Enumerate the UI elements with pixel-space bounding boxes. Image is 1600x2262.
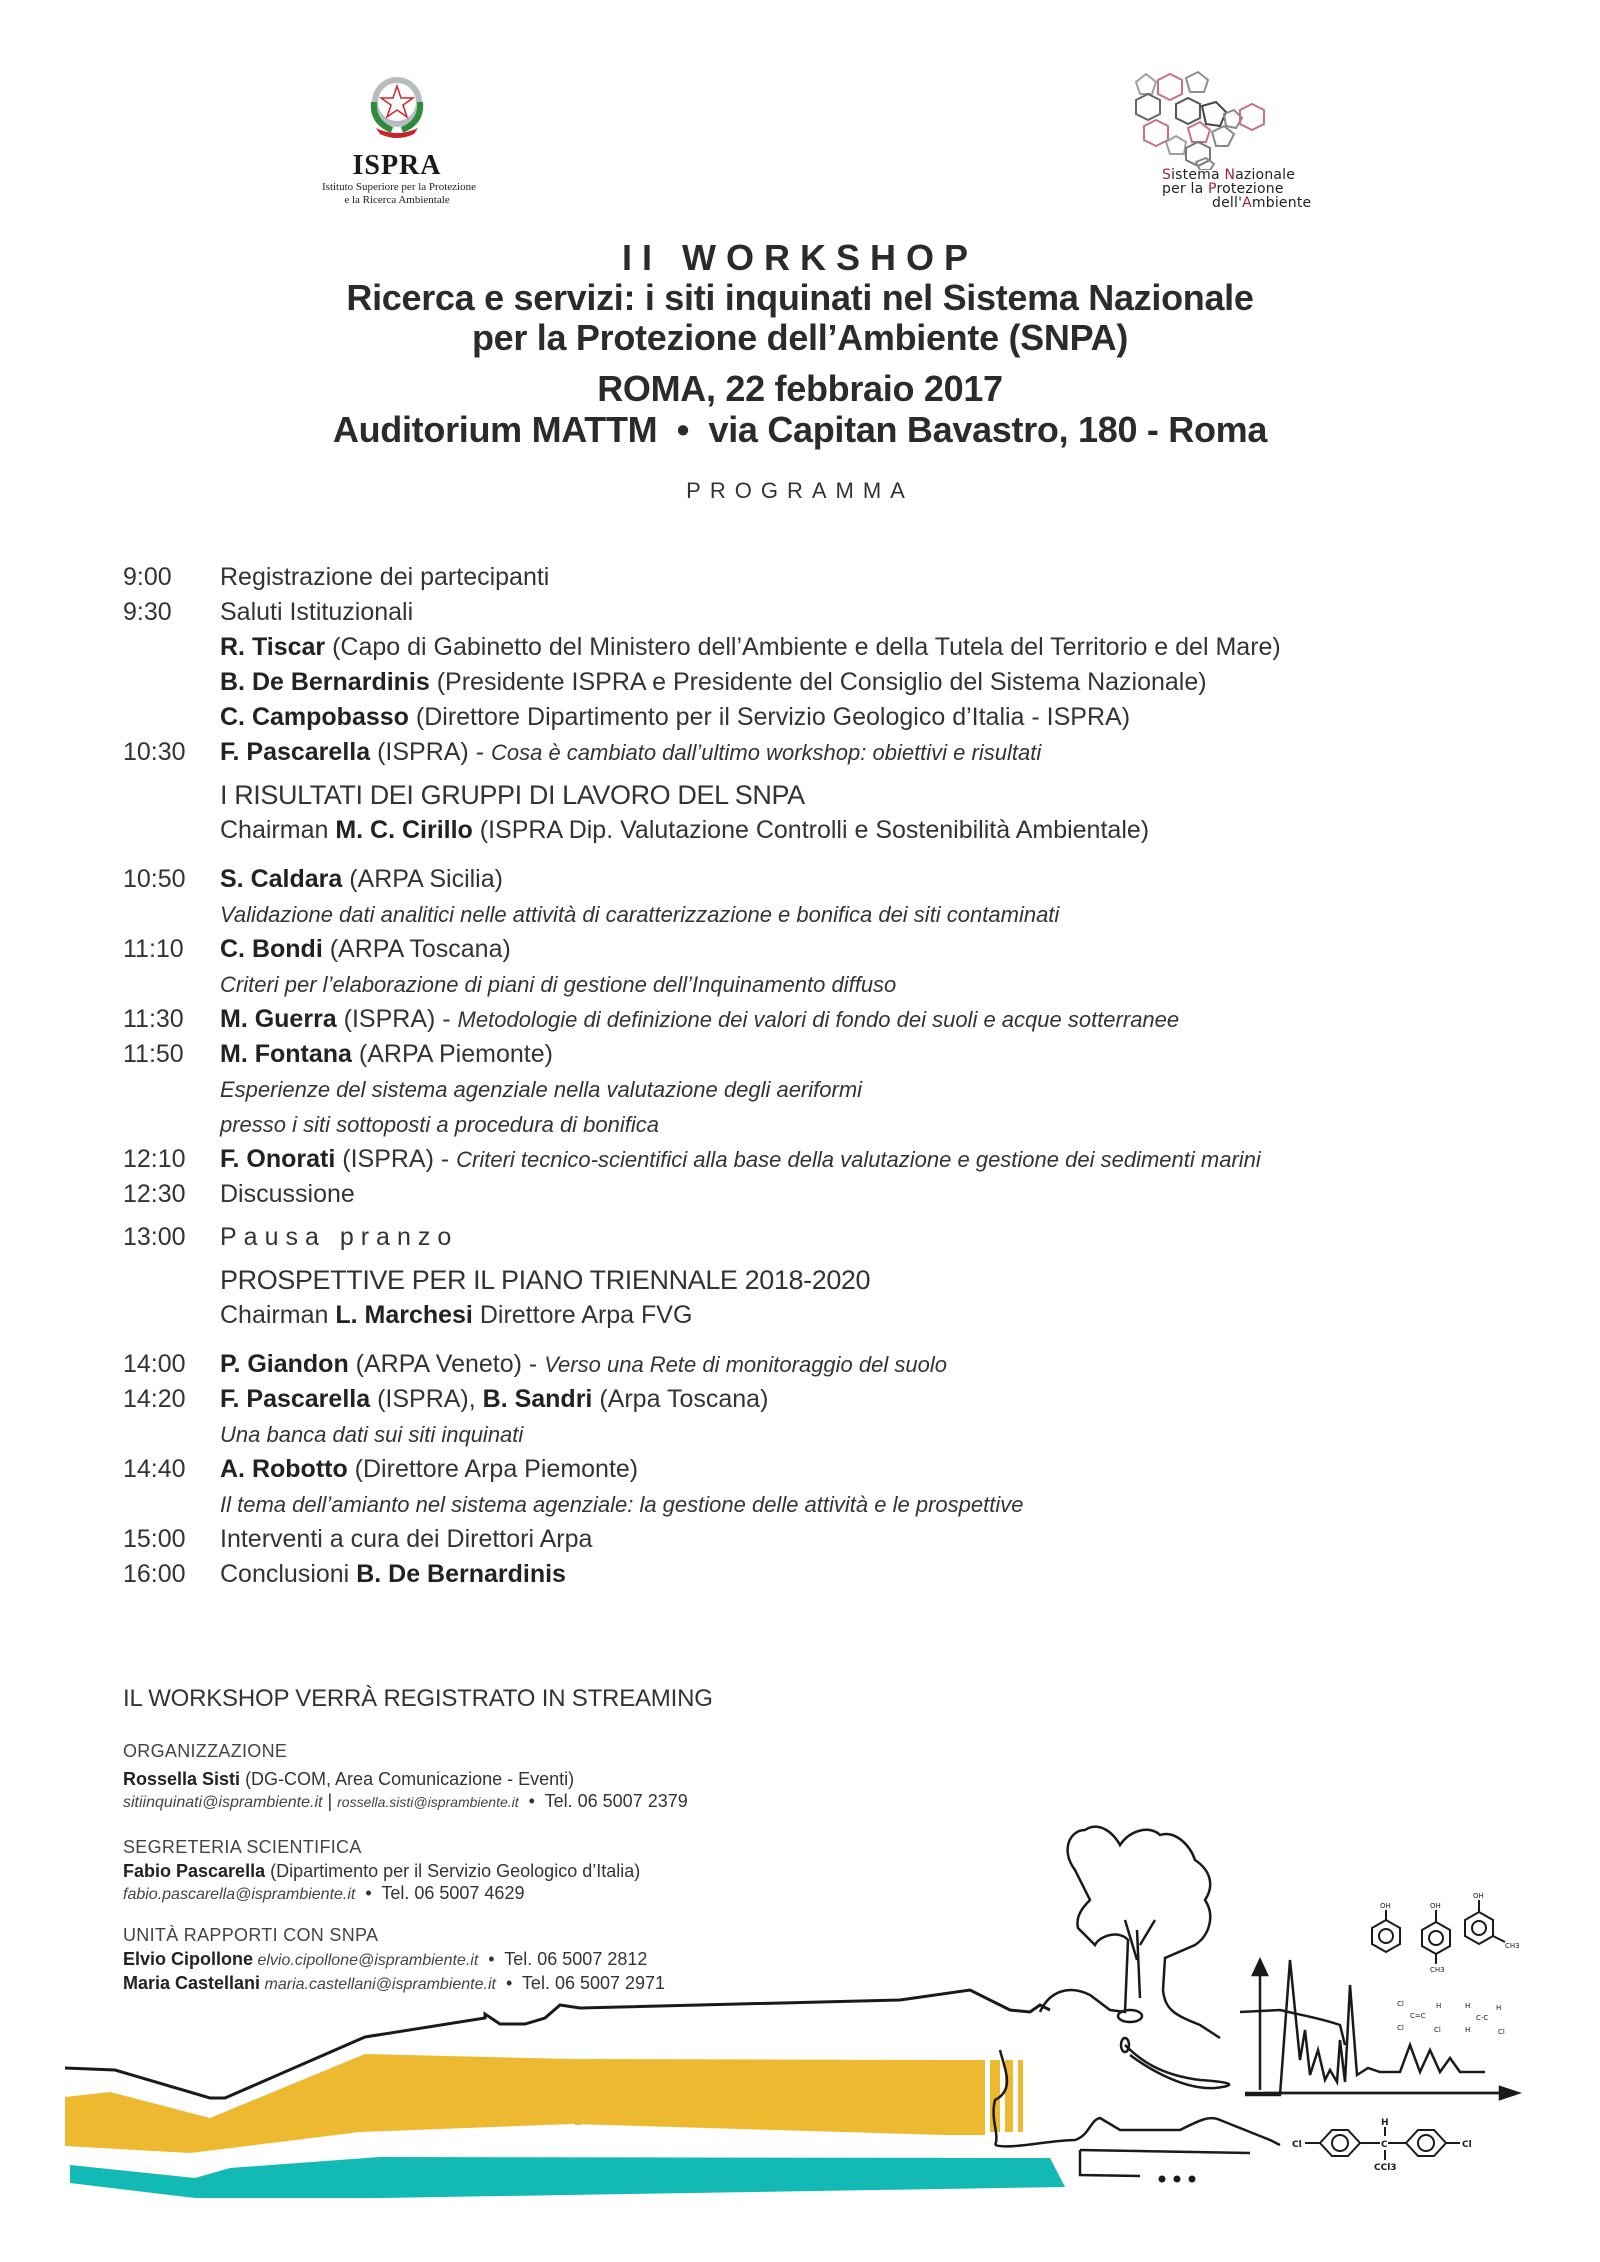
ispra-subtitle-line2: e la Ricerca Ambientale — [344, 194, 450, 206]
chem-label: CH3 — [1430, 1966, 1445, 1974]
schedule-row — [123, 735, 1503, 770]
chem-label: H — [1436, 2002, 1442, 2010]
chem-label: Cl — [1397, 2024, 1404, 2032]
item-text: Interventi a cura dei Direttori Arpa — [220, 1525, 593, 1553]
time: 12:10 — [123, 1145, 186, 1173]
segreteria-label: SEGRETERIA SCIENTIFICA — [123, 1837, 362, 1857]
ispra-subtitle-line1: Istituto Superiore per la Protezione — [322, 181, 476, 193]
talk-topic: Il tema dell’amianto nel sistema agenziale: la gestione delle attività e le prospettive — [220, 1492, 1024, 1517]
section-heading-row — [123, 778, 1503, 813]
chem-label: H — [1465, 2002, 1471, 2010]
yellow-band-shape — [65, 2054, 572, 2153]
speaker-affil: (ISPRA) - — [370, 738, 491, 766]
ellipsis-dot — [1159, 2176, 1166, 2183]
speaker-name: M. Guerra — [220, 1005, 337, 1033]
talk-topic: Cosa è cambiato dall’ultimo workshop: obiettivi e risultati — [490, 740, 1042, 765]
schedule-row — [123, 1452, 1503, 1487]
phone-number: • Tel. 06 5007 2812 — [478, 1949, 648, 1969]
chem-label: OH — [1473, 1892, 1484, 1900]
speaker-name-2: B. Sandri — [482, 1385, 593, 1413]
schedule-row — [123, 1220, 1503, 1255]
event-date: ROMA, 22 febbraio 2017 — [597, 368, 1003, 409]
chairman-label: Chairman — [220, 816, 336, 844]
schedule-row — [123, 1557, 1503, 1592]
speaker-affil: (Direttore Arpa Piemonte) — [347, 1455, 639, 1483]
teal-band-shape — [70, 2157, 1065, 2198]
speaker-name: R. Tiscar — [220, 633, 326, 661]
event-title-line1: Ricerca e servizi: i siti inquinati nel Sistema Nazionale — [346, 277, 1254, 318]
schedule-row — [123, 665, 1503, 700]
speaker-role: (Presidente ISPRA e Presidente del Consiglio del Sistema Nazionale) — [429, 668, 1207, 696]
lunch-break: Pausa pranzo — [220, 1223, 459, 1251]
chem-label: C-C — [1476, 2014, 1489, 2022]
time: 14:20 — [123, 1385, 186, 1413]
chem-label: Cl — [1292, 2140, 1302, 2150]
topic-row — [123, 1417, 1503, 1452]
hexagon-network-icon — [1128, 70, 1368, 170]
talk-topic: Validazione dati analitici nelle attività di caratterizzazione e bonifica dei siti contaminati — [220, 902, 1060, 927]
chairman-affil: Direttore Arpa FVG — [472, 1301, 693, 1329]
schedule-row — [123, 1522, 1503, 1557]
speaker-affil: (ARPA Toscana) — [322, 935, 511, 963]
schedule-row — [123, 1002, 1503, 1037]
phone-number: • Tel. 06 5007 2971 — [495, 1973, 666, 1993]
programma-heading: PROGRAMMA — [686, 478, 914, 503]
chem-label: CH3 — [1505, 1942, 1520, 1950]
schedule-row — [123, 862, 1503, 897]
schedule-row — [123, 595, 1503, 630]
phone-number: • Tel. 06 5007 4629 — [355, 1883, 525, 1903]
schedule-row — [123, 1142, 1503, 1177]
chem-label: OH — [1430, 1902, 1441, 1910]
ispra-name: ISPRA — [352, 150, 442, 181]
time: 14:40 — [123, 1455, 186, 1483]
speaker-affil: (ARPA Sicilia) — [342, 865, 503, 893]
ellipsis-dot — [1174, 2176, 1181, 2183]
email-link[interactable]: maria.castellani@isprambiente.it — [260, 1976, 496, 1993]
email-link[interactable]: rossella.sisti@isprambiente.it — [337, 1794, 519, 1810]
speaker-name: M. Fontana — [220, 1040, 352, 1068]
snpa-line3: dell'Ambiente — [1212, 195, 1312, 211]
time: 13:00 — [123, 1223, 186, 1251]
talk-topic: Esperienze del sistema agenziale nella valutazione degli aeriformi — [220, 1077, 863, 1102]
environment-illustration — [0, 1780, 1600, 2262]
chem-label: H — [1465, 2026, 1471, 2034]
chairman-name: M. C. Cirillo — [335, 816, 473, 844]
email-link[interactable]: fabio.pascarella@isprambiente.it — [123, 1886, 356, 1903]
ellipsis-dot — [1189, 2176, 1196, 2183]
organizzazione-label: ORGANIZZAZIONE — [123, 1741, 288, 1761]
time: 11:30 — [123, 1005, 184, 1033]
contact-affil: (Dipartimento per il Servizio Geologico d’Italia) — [265, 1861, 641, 1881]
schedule-row — [123, 1347, 1503, 1382]
schedule-row — [123, 932, 1503, 967]
chem-label: Cl — [1498, 2028, 1505, 2036]
organizzazione-block: ORGANIZZAZIONE Rossella Sisti (DG-COM, Area Comunicazione - Eventi) sitiinquinati@isprambiente.it | rossella.sisti@isprambiente.it • Tel. 06 5007 2379 — [123, 1740, 923, 1814]
schedule-row — [123, 1177, 1503, 1212]
snpa-line1: Sistema Nazionale — [1162, 167, 1296, 183]
ispra-logo — [322, 72, 476, 207]
program-schedule — [123, 560, 1503, 1592]
speaker-role: (Capo di Gabinetto del Ministero dell’Ambiente e della Tutela del Territorio e del Mare) — [325, 633, 1281, 661]
item-text: Registrazione dei partecipanti — [220, 563, 550, 591]
chem-label: H — [1381, 2118, 1389, 2128]
item-text: Saluti Istituzionali — [220, 598, 414, 626]
time: 11:50 — [123, 1040, 184, 1068]
contact-name: Elvio Cipollone — [123, 1949, 254, 1969]
time: 10:30 — [123, 738, 186, 766]
email-link[interactable]: elvio.cipollone@isprambiente.it — [253, 1952, 479, 1969]
chairman-name: L. Marchesi — [335, 1301, 473, 1329]
ispra-subtitle — [322, 181, 476, 207]
chem-label: Cl — [1397, 2000, 1404, 2008]
time: 15:00 — [123, 1525, 186, 1553]
item-text: Discussione — [220, 1180, 355, 1208]
chem-label: C=C — [1410, 2012, 1426, 2020]
section-heading-row — [123, 1263, 1503, 1298]
schedule-row — [123, 1382, 1503, 1417]
talk-topic: Verso una Rete di monitoraggio del suolo — [544, 1352, 947, 1377]
speaker-affil: (ARPA Veneto) - — [348, 1350, 545, 1378]
speaker-name: P. Giandon — [220, 1350, 349, 1378]
speaker-name: C. Bondi — [220, 935, 323, 963]
snpa-name — [1162, 168, 1311, 210]
topic-row — [123, 967, 1503, 1002]
snpa-logo — [1128, 70, 1368, 220]
chairman-affil: (ISPRA Dip. Valutazione Controlli e Sostenibilità Ambientale) — [472, 816, 1150, 844]
chem-label: H — [1496, 2004, 1502, 2012]
time: 14:00 — [123, 1350, 186, 1378]
speaker-affil: (ARPA Piemonte) — [351, 1040, 553, 1068]
talk-topic: Criteri tecnico-scientifici alla base della valutazione e gestione dei sedimenti marini — [456, 1147, 1261, 1172]
topic-row — [123, 1107, 1503, 1142]
speaker-name: B. De Bernardinis — [356, 1560, 566, 1588]
time: 9:00 — [123, 563, 172, 591]
time: 11:10 — [123, 935, 184, 963]
item-text: Conclusioni — [220, 1560, 357, 1588]
phone-number: • Tel. 06 5007 2379 — [518, 1791, 688, 1811]
speaker-name: F. Pascarella — [220, 1385, 371, 1413]
event-venue: Auditorium MATTM • via Capitan Bavastro, 180 - Roma — [332, 409, 1268, 450]
topic-row — [123, 897, 1503, 932]
time: 12:30 — [123, 1180, 186, 1208]
chromatogram-icon — [1245, 1960, 1518, 2099]
event-title-line2: per la Protezione dell’Ambiente (SNPA) — [471, 317, 1129, 358]
contact-name: Rossella Sisti — [123, 1769, 241, 1789]
chairman-label: Chairman — [220, 1301, 336, 1329]
email-link[interactable]: sitiinquinati@isprambiente.it — [123, 1794, 323, 1811]
chem-label: Cl — [1462, 2140, 1472, 2150]
italian-republic-emblem-icon — [362, 72, 432, 142]
chem-label: OH — [1380, 1902, 1391, 1910]
schedule-row — [123, 630, 1503, 665]
speaker-affil: (ISPRA) - — [336, 1005, 458, 1033]
contact-affil: (DG-COM, Area Comunicazione - Eventi) — [240, 1769, 575, 1789]
workshop-label: II WORKSHOP — [621, 237, 978, 278]
chem-label: C — [1381, 2140, 1388, 2150]
snpa-unit-label: UNITÀ RAPPORTI CON SNPA — [123, 1925, 379, 1945]
chairman-row — [123, 813, 1503, 848]
speaker-role: (Direttore Dipartimento per il Servizio Geologico d’Italia - ISPRA) — [408, 703, 1131, 731]
contact-name: Fabio Pascarella — [123, 1861, 266, 1881]
chem-label: CCl3 — [1374, 2163, 1397, 2173]
speaker-affil: (ISPRA) - — [335, 1145, 457, 1173]
contact-name: Maria Castellani — [123, 1973, 261, 1993]
talk-topic: Criteri per l’elaborazione di piani di gestione dell’Inquinamento diffuso — [220, 972, 897, 997]
time: 10:50 — [123, 865, 186, 893]
speaker-name: A. Robotto — [220, 1455, 348, 1483]
chem-label: Cl — [1434, 2026, 1441, 2034]
time: 9:30 — [123, 598, 172, 626]
speaker-name: F. Pascarella — [220, 738, 371, 766]
section-title: I RISULTATI DEI GRUPPI DI LAVORO DEL SNPA — [220, 780, 805, 810]
talk-topic-continued: presso i siti sottoposti a procedura di bonifica — [220, 1112, 660, 1137]
speaker-affil: (ISPRA), — [370, 1385, 483, 1413]
speaker-name: S. Caldara — [220, 865, 343, 893]
speaker-affil-2: (Arpa Toscana) — [592, 1385, 769, 1413]
talk-topic: Metodologie di definizione dei valori di fondo dei suoli e acque sotterranee — [457, 1007, 1180, 1032]
topic-row — [123, 1487, 1503, 1522]
schedule-row — [123, 560, 1503, 595]
streaming-notice: IL WORKSHOP VERRÀ REGISTRATO IN STREAMING — [123, 1685, 713, 1712]
speaker-name: F. Onorati — [220, 1145, 336, 1173]
event-header — [0, 238, 1600, 504]
topic-row — [123, 1072, 1503, 1107]
time: 16:00 — [123, 1560, 186, 1588]
speaker-name: B. De Bernardinis — [220, 668, 430, 696]
schedule-row — [123, 700, 1503, 735]
section-title: PROSPETTIVE PER IL PIANO TRIENNALE 2018-2020 — [220, 1265, 871, 1295]
schedule-row — [123, 1037, 1503, 1072]
chairman-row — [123, 1298, 1503, 1333]
talk-topic: Una banca dati sui siti inquinati — [220, 1422, 524, 1447]
speaker-name: C. Campobasso — [220, 703, 409, 731]
snpa-line2: per la Protezione — [1162, 181, 1284, 197]
